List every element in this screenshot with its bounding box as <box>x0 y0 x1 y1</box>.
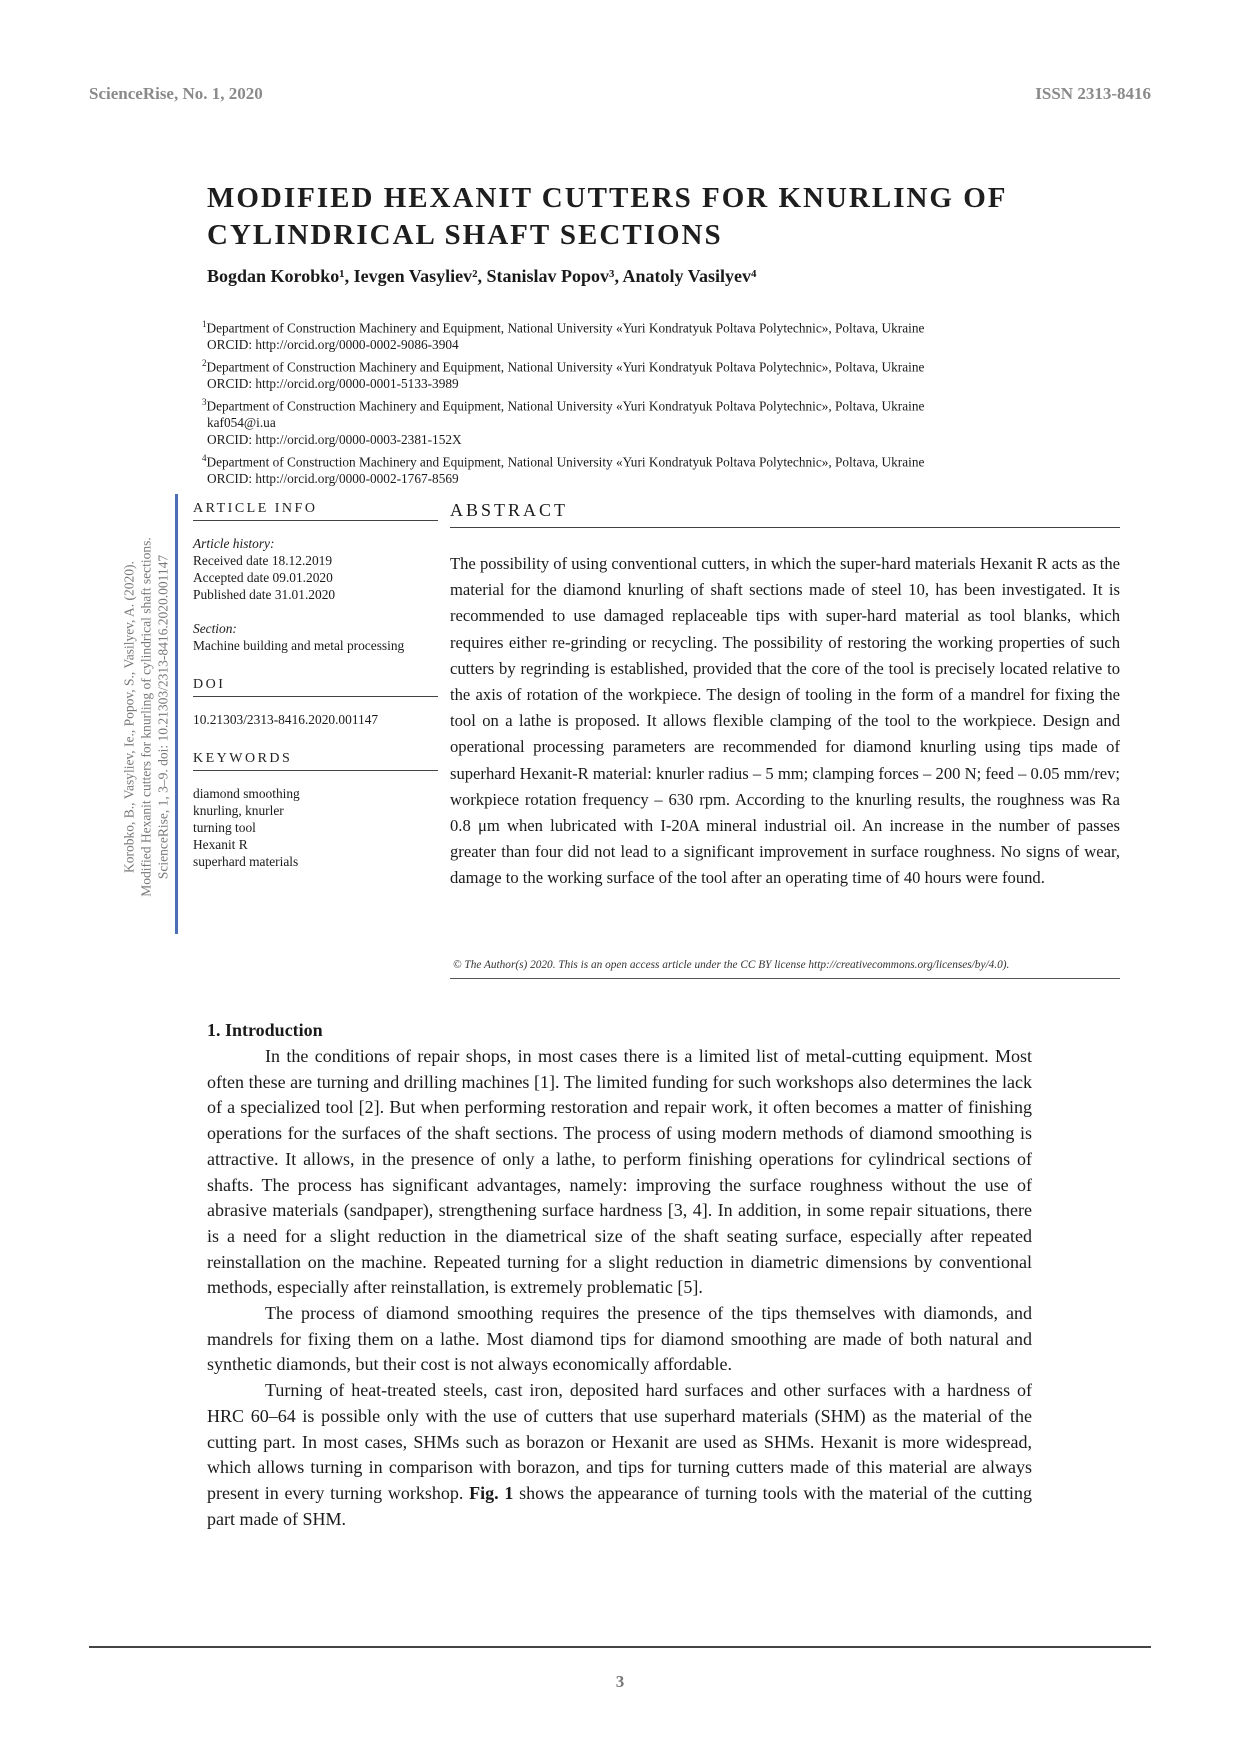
issn-header: ISSN 2313-8416 <box>1035 84 1151 103</box>
affiliation-dept: Department of Construction Machinery and Equipment, National University «Yuri Kondratyuk Poltava Polytechnic», Poltava, Ukraine <box>206 454 925 470</box>
side-citation-line: ScienceRise, 1, 3–9. doi: 10.21303/2313-8416.2020.001147 <box>155 554 171 880</box>
affiliation-dept: Department of Construction Machinery and Equipment, National University «Yuri Kondratyuk Poltava Polytechnic», Poltava, Ukraine <box>206 359 925 375</box>
side-citation <box>118 512 174 922</box>
abstract-text: The possibility of using conventional cutters, in which the super-hard materials Hexanit R acts as the material for the diamond knurling of shaft sections made of steel 10, has been investigated. It is recommended to use damaged replaceable tips with super-hard material as tool blanks, which requires either re-grinding or recycling. The possibility of restoring the working properties of such cutters by regrinding is established, provided that the core of the tool is precisely located relative to the axis of rotation of the workpiece. The design of tooling in the form of a mandrel for fixing the tool on a lathe is proposed. It allows flexible clamping of the tool to the workpiece. Design and operational processing parameters are recommended for diamond knurling using tips made of superhard Hexanit-R material: knurler radius – 5 mm; clamping forces – 200 N; feed – 0.05 mm/rev; workpiece rotation frequency – 630 rpm. According to the knurling results, the roughness was Ra 0.8 μm when lubricated with I-20A mineral industrial oil. An increase in the number of passes greater than four did not lead to a significant improvement in surface roughness. No signs of wear, damage to the working surface of the tool after an operating time of 40 hours were found. <box>450 554 1120 888</box>
keyword: knurling, knurler <box>193 803 284 818</box>
introduction-heading: 1. Introduction <box>207 1020 323 1040</box>
paragraph: In the conditions of repair shops, in most cases there is a limited list of metal-cutting equipment. Most often these are turning and drilling machines [1]. The limited funding for such workshops also determines the lack of a specialized tool [2]. But when performing restoration and repair work, it often becomes a matter of finishing operations for the surfaces of the shaft sections. The process of using modern methods of diamond smoothing is attractive. It allows, in the presence of only a lathe, to perform finishing operations for cylindrical sections of shafts. The process has significant advantages, namely: improving the surface roughness without the use of abrasive materials (sandpaper), strengthening surface hardness [3, 4]. In addition, in some repair situations, there is a need for a slight reduction in the diametrical size of the shaft seating surface, especially after repeated reinstallation on the machine. Repeated turning for a slight reduction in diametric dimensions by conventional methods, especially after reinstallation, is extremely problematic [5]. <box>207 1046 1032 1298</box>
affiliation-4 <box>202 450 1082 488</box>
authors: Bogdan Korobko¹, Ievgen Vasyliev², Stanislav Popov³, Anatoly Vasilyev⁴ <box>207 266 757 286</box>
keyword: superhard materials <box>193 854 299 869</box>
copyright-notice: © The Author(s) 2020. This is an open access article under the CC BY license http://creativecommons.org/licenses/by/4.0). <box>453 959 1010 971</box>
keywords-heading: KEYWORDS <box>193 750 438 771</box>
figure-reference[interactable]: Fig. 1 <box>469 1482 514 1503</box>
paragraph: The process of diamond smoothing requires the presence of the tips themselves with diamonds, and mandrels for fixing them on a lathe. Most diamond tips for diamond smoothing are made of both natural and synthetic diamonds, but their cost is not always economically affordable. <box>207 1303 1032 1375</box>
affiliation-number: 3 <box>202 397 207 408</box>
affiliation-orcid: ORCID: http://orcid.org/0000-0002-9086-3904 <box>207 337 459 353</box>
article-title <box>207 180 1067 254</box>
affiliation-1 <box>202 316 1082 354</box>
affiliation-orcid: ORCID: http://orcid.org/0000-0003-2381-152X <box>207 432 462 448</box>
affiliation-2 <box>202 355 1082 393</box>
doi-heading: DOI <box>193 676 438 697</box>
keyword: turning tool <box>193 820 256 835</box>
side-citation-line: Modified Hexanit cutters for knurling of cylindrical shaft sections. <box>138 537 154 897</box>
abstract-heading: ABSTRACT <box>450 500 1120 528</box>
affiliation-email[interactable]: kaf054@i.ua <box>207 415 276 431</box>
section-label: Section: <box>193 621 237 636</box>
affiliation-number: 1 <box>202 319 207 329</box>
affiliation-dept: Department of Construction Machinery and Equipment, National University «Yuri Kondratyuk Poltava Polytechnic», Poltava, Ukraine <box>206 320 925 336</box>
affiliations <box>202 316 1082 489</box>
paragraph-text: Turning of heat-treated steels, cast iron, deposited hard surfaces and other surfaces with a hardness of HRC 60–64 is possible only with the use of cutters that use superhard materials (SHM) as the material of the cutting part. In most cases, SHMs such as borazon or Hexanit are used as SHMs. Hexanit is more widespread, which allows turning in comparison with borazon, and tips for turning cutters made of this material are always present in every turning workshop. <box>207 1380 1032 1503</box>
page-number: 3 <box>615 1672 625 1691</box>
divider <box>450 978 1120 979</box>
title-line-1: MODIFIED HEXANIT CUTTERS FOR KNURLING OF <box>207 182 1008 214</box>
keyword: diamond smoothing <box>193 786 300 801</box>
keyword: Hexanit R <box>193 837 248 852</box>
article-info-heading: ARTICLE INFO <box>193 500 438 521</box>
paragraph-text: shows the appearance of turning tools with the material of the cutting part made of SHM. <box>207 1482 1033 1529</box>
accent-bar <box>175 494 178 934</box>
affiliation-3 <box>202 394 1082 449</box>
received-date: Received date 18.12.2019 <box>193 553 333 568</box>
side-citation-line: Korobko, B., Vasyliev, Ie., Popov, S., Vasilyev, A. (2020). <box>121 561 137 873</box>
doi-value[interactable]: 10.21303/2313-8416.2020.001147 <box>193 712 379 727</box>
affiliation-number: 2 <box>202 358 207 369</box>
section-value: Machine building and metal processing <box>193 638 405 653</box>
affiliation-orcid: ORCID: http://orcid.org/0000-0002-1767-8569 <box>207 471 459 487</box>
history-label: Article history: <box>193 536 275 551</box>
affiliation-number: 4 <box>202 452 207 463</box>
journal-header: ScienceRise, No. 1, 2020 <box>89 84 263 103</box>
affiliation-orcid: ORCID: http://orcid.org/0000-0001-5133-3989 <box>207 376 459 392</box>
published-date: Published date 31.01.2020 <box>193 587 336 602</box>
affiliation-dept: Department of Construction Machinery and Equipment, National University «Yuri Kondratyuk Poltava Polytechnic», Poltava, Ukraine <box>206 398 925 414</box>
introduction-body <box>207 1044 1032 1532</box>
title-line-2: CYLINDRICAL SHAFT SECTIONS <box>207 219 723 251</box>
footer-divider <box>89 1646 1151 1648</box>
accepted-date: Accepted date 09.01.2020 <box>193 570 333 585</box>
paragraph <box>207 1378 1032 1532</box>
side-citation-text <box>121 512 172 922</box>
article-info-column <box>193 500 438 870</box>
